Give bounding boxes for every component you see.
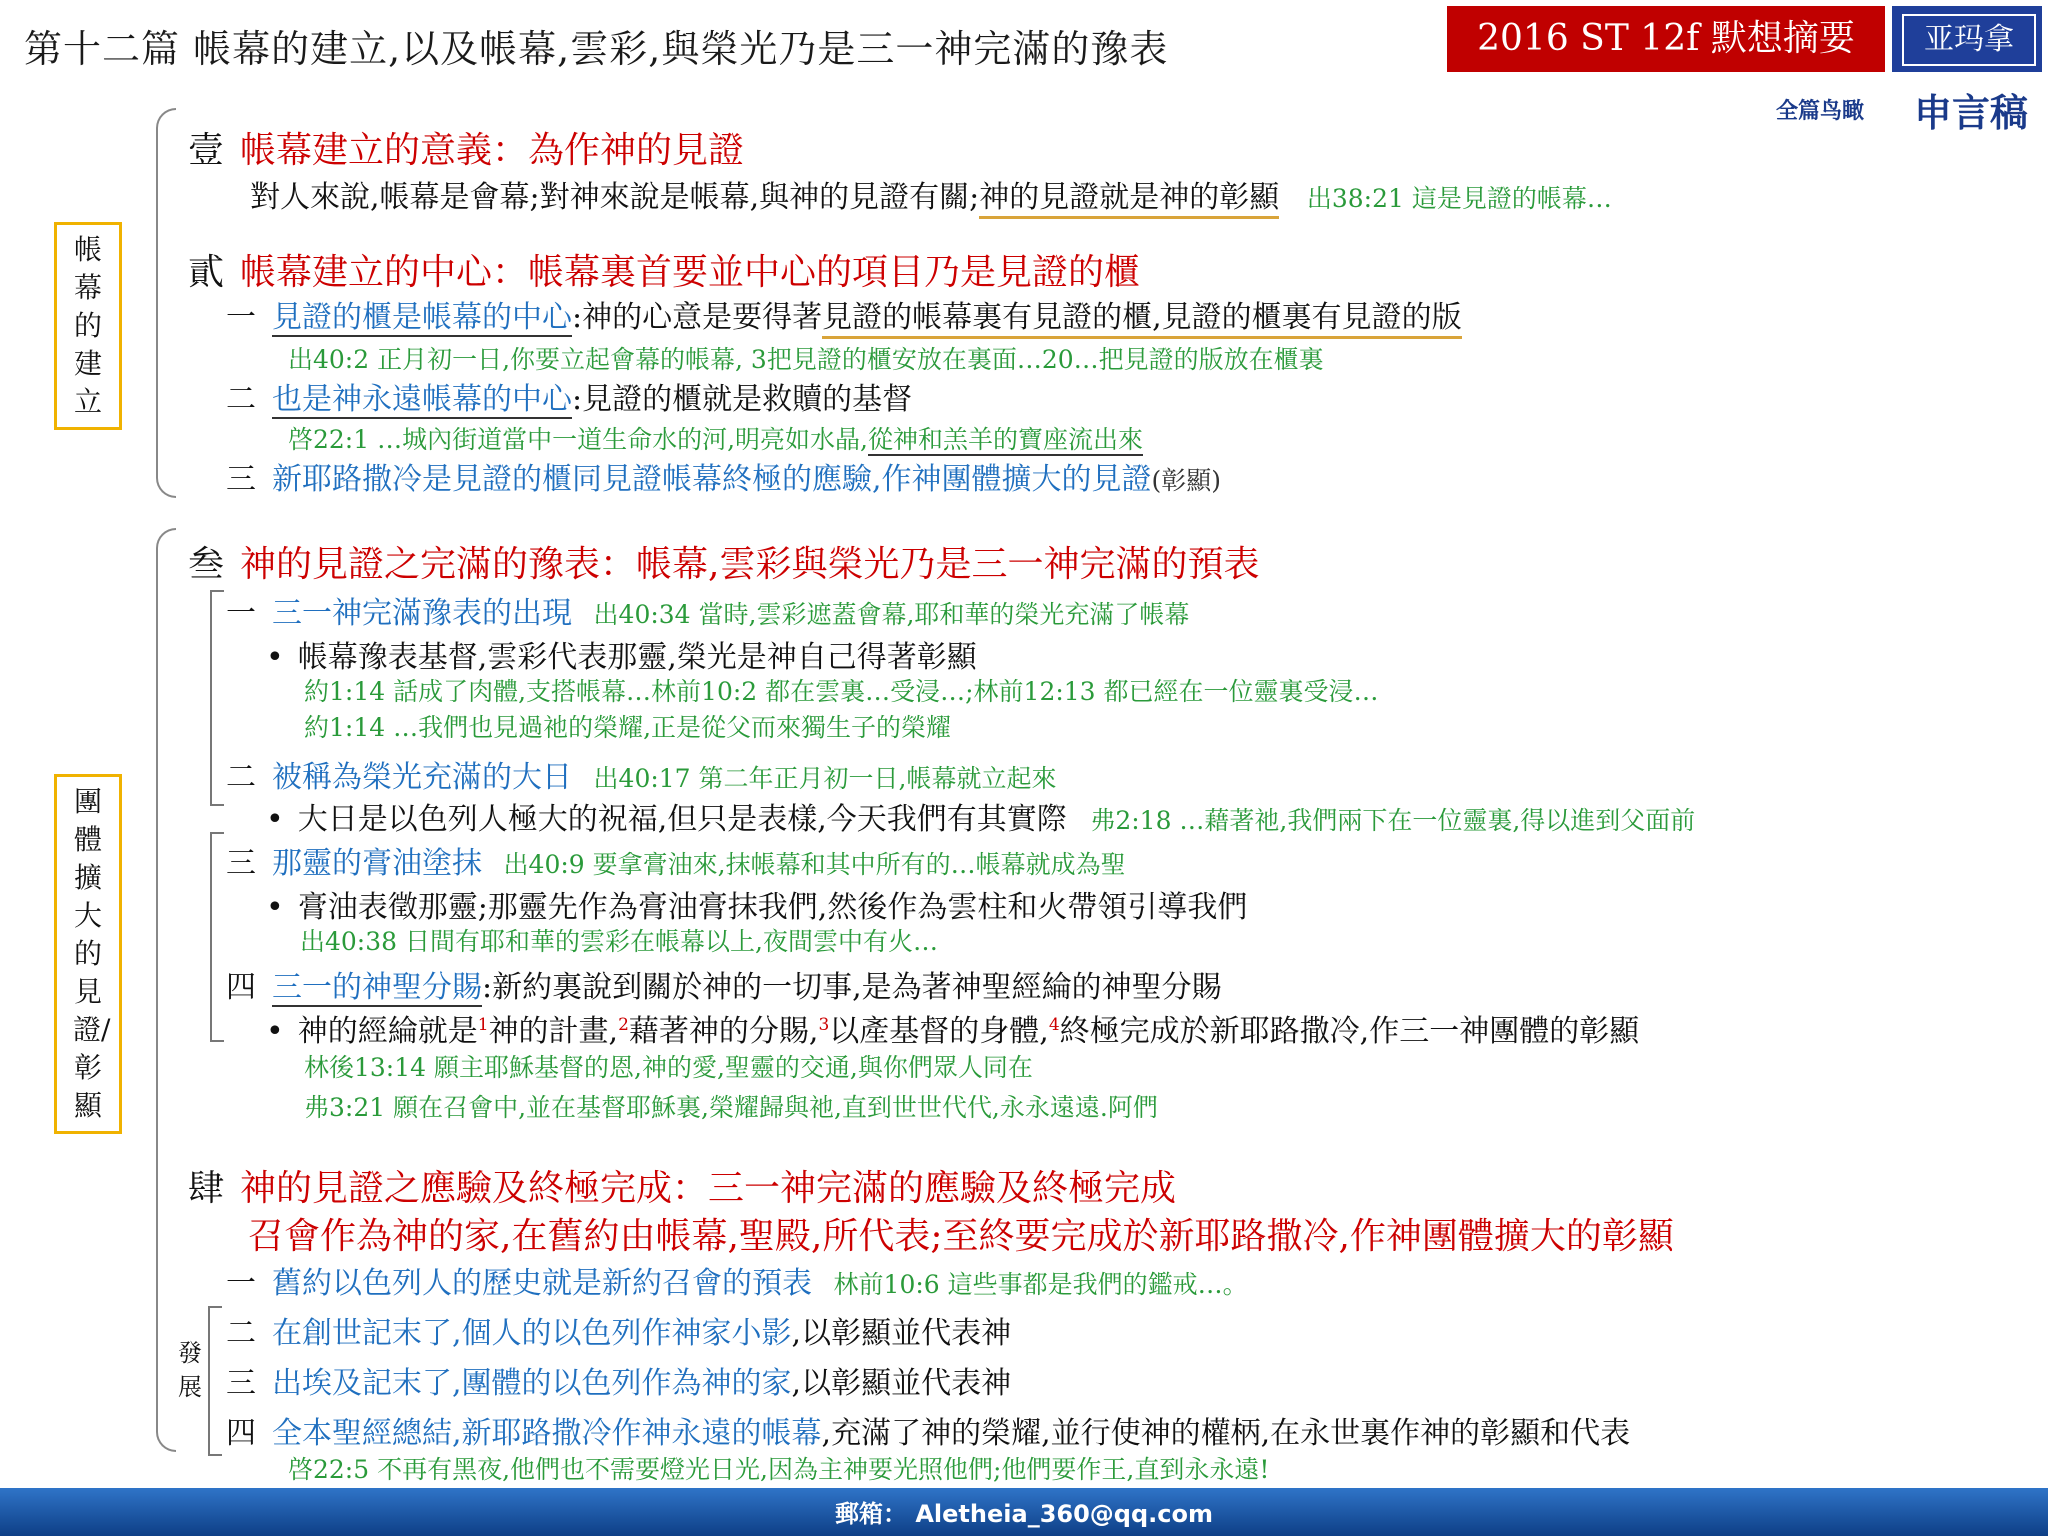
bullet-item xyxy=(266,794,1695,838)
body-text-highlight: 神的見證就是神的彰顯 xyxy=(979,180,1279,219)
bullet-text: 終極完成於新耶路撒冷,作三一神團體的彰顯 xyxy=(1059,1014,1640,1049)
verse-ref: 出38:21 這是見證的帳幕… xyxy=(1306,184,1612,213)
verse-ref: 出40:34 當時,雲彩遮蓋會幕,耶和華的榮光充滿了帳幕 xyxy=(593,600,1190,629)
verse-ref: 約1:14 …我們也見過祂的榮耀,正是從父而來獨生子的榮耀 xyxy=(304,713,952,742)
s3-item-4 xyxy=(226,962,1222,1006)
s4-item-1 xyxy=(226,1258,1248,1302)
section-1-line xyxy=(250,172,1612,216)
logo-badge xyxy=(1892,6,2042,72)
subitem-bracket xyxy=(208,1306,222,1456)
s3-item-2 xyxy=(226,752,1057,796)
sidebar-box-label: 帳幕的建立 xyxy=(73,233,102,418)
subitem-bracket xyxy=(210,832,224,1042)
verse-ref: 出40:38 日間有耶和華的雲彩在帳幕以上,夜間雲中有火… xyxy=(300,927,938,956)
author-name: 申言稿 xyxy=(1914,90,2029,135)
section-title: 神的見證之應驗及終極完成：三一神完滿的應驗及終極完成 xyxy=(240,1168,1177,1209)
item-title: 三一神完滿豫表的出現 xyxy=(272,596,572,631)
item-number: 二 xyxy=(226,1316,256,1351)
verse-text-underlined: 從神和羔羊的寶座流出來 xyxy=(867,425,1143,454)
verse-ref: 弗3:21 願在召會中,並在基督耶穌裏,榮耀歸與祂,直到世世代代,永永遠遠.阿們 xyxy=(304,1093,1158,1122)
item-number: 四 xyxy=(226,970,256,1005)
bullet-item xyxy=(266,632,977,676)
verse-ref: 林前10:6 這些事都是我們的鑑戒…。 xyxy=(833,1270,1248,1299)
item-title: 也是神永遠帳幕的中心 xyxy=(272,382,572,417)
bullet-icon: • xyxy=(266,890,284,925)
item-title: 新耶路撒冷是見證的櫃同見證帳幕終極的應驗,作神團體擴大的見證 xyxy=(272,462,1152,497)
bullet-item xyxy=(266,1006,1639,1050)
bullet-icon: • xyxy=(266,802,284,837)
verse-ref xyxy=(288,420,1143,456)
item-number: 二 xyxy=(226,760,256,795)
s2-item-3 xyxy=(226,454,1221,498)
s3-item-1 xyxy=(226,588,1189,632)
bullet-text: 大日是以色列人極大的祝福,但只是表樣,今天我們有其實際 xyxy=(297,802,1067,837)
s4-item-2 xyxy=(226,1308,1011,1352)
bullet-item xyxy=(266,882,1247,926)
sidebar-box-testimony xyxy=(54,774,122,1134)
sidebar-box-tabernacle xyxy=(54,222,122,430)
body-text: ,以彰顯並代表神 xyxy=(791,1366,1012,1401)
bullet-text: 神的計畫, xyxy=(488,1014,619,1049)
item-number: 三 xyxy=(226,462,256,497)
item-number: 一 xyxy=(226,300,256,335)
item-number: 三 xyxy=(226,846,256,881)
body-text: :神的心意是要得著 xyxy=(572,300,823,335)
body-text: :見證的櫃就是救贖的基督 xyxy=(572,382,913,417)
section-title: 神的見證之完滿的豫表：帳幕,雲彩與榮光乃是三一神完滿的預表 xyxy=(240,544,1260,585)
marker-number: 3 xyxy=(818,1015,830,1035)
item-number: 一 xyxy=(226,596,256,631)
section-4-heading xyxy=(188,1160,1176,1211)
item-title: 出埃及記末了,團體的以色列作為神的家 xyxy=(272,1366,792,1401)
section-number: 肆 xyxy=(188,1168,225,1209)
verse-text: 啓22:1 …城內街道當中一道生命水的河,明亮如水晶, xyxy=(288,425,868,454)
section-number: 叁 xyxy=(188,544,225,585)
logo-text: 亚玛拿 xyxy=(1902,14,2036,66)
item-number: 三 xyxy=(226,1366,256,1401)
author-label: 全篇鸟瞰 xyxy=(1776,99,1865,124)
s3-item-3 xyxy=(226,838,1126,882)
item-title: 舊約以色列人的歷史就是新約召會的預表 xyxy=(272,1266,812,1301)
section-title: 帳幕建立的中心：帳幕裏首要並中心的項目乃是見證的櫃 xyxy=(240,252,1141,293)
marker-number: 4 xyxy=(1048,1015,1060,1035)
s2-item-2 xyxy=(226,374,912,418)
sidebar-box-label: 團體擴大的見證/彰顯 xyxy=(73,785,111,1122)
footer-email: 郵箱： Aletheia_360@qq.com xyxy=(835,1500,1213,1528)
section-brace xyxy=(156,108,176,498)
develop-text: 發展 xyxy=(178,1339,202,1401)
section-brace xyxy=(156,528,176,1452)
section-2-heading xyxy=(188,244,1140,295)
develop-label xyxy=(176,1336,204,1404)
item-title: 在創世記末了,個人的以色列作神家小影 xyxy=(272,1316,792,1351)
s2-item-1 xyxy=(226,292,1462,336)
summary-badge: 2016 ST 12f 默想摘要 xyxy=(1447,6,1885,72)
item-number: 四 xyxy=(226,1416,256,1451)
marker-number: 1 xyxy=(477,1015,489,1035)
item-title: 見證的櫃是帳幕的中心 xyxy=(272,300,572,335)
verse-ref: 啓22:5 不再有黑夜,他們也不需要燈光日光,因為主神要光照他們;他們要作王,直到永永遠! xyxy=(288,1455,1270,1484)
bullet-text: 藉著神的分賜, xyxy=(628,1014,819,1049)
verse-ref: 約1:14 話成了肉體,支搭帳幕…林前10:2 都在雲裏…受浸…;林前12:13 都已經在一位靈裏受浸… xyxy=(304,677,1379,706)
item-title: 全本聖經總結,新耶路撒冷作神永遠的帳幕 xyxy=(272,1416,822,1451)
item-title: 那靈的膏油塗抹 xyxy=(272,846,482,881)
body-text: 對人來說,帳幕是會幕;對神來說是帳幕,與神的見證有關; xyxy=(250,180,980,215)
bullet-text: 以產基督的身體, xyxy=(829,1014,1049,1049)
page-title: 第十二篇 帳幕的建立,以及帳幕,雲彩,與榮光乃是三一神完滿的豫表 xyxy=(24,27,1169,71)
s4-item-3 xyxy=(226,1358,1011,1402)
item-number: 一 xyxy=(226,1266,256,1301)
bullet-icon: • xyxy=(266,1014,284,1049)
bullet-icon: • xyxy=(266,640,284,675)
section-3-heading xyxy=(188,536,1259,587)
section-title: 帳幕建立的意義：為作神的見證 xyxy=(240,130,745,171)
body-text: :新約裏說到關於神的一切事,是為著神聖經綸的神聖分賜 xyxy=(482,970,1222,1005)
marker-number: 2 xyxy=(618,1015,629,1035)
item-number: 二 xyxy=(226,382,256,417)
verse-ref: 出40:17 第二年正月初一日,帳幕就立起來 xyxy=(593,764,1057,793)
body-text: ,充滿了神的榮耀,並行使神的權柄,在永世裏作神的彰顯和代表 xyxy=(821,1416,1631,1451)
body-text: ,以彰顯並代表神 xyxy=(791,1316,1012,1351)
verse-ref: 出40:2 正月初一日,你要立起會幕的帳幕, 3把見證的櫃安放在裏面…20…把見證的版放在櫃裏 xyxy=(288,345,1324,374)
item-title: 被稱為榮光充滿的大日 xyxy=(272,760,572,795)
section-subtitle: 召會作為神的家,在舊約由帳幕,聖殿,所代表;至終要完成於新耶路撒冷,作神團體擴大的彰顯 xyxy=(248,1216,1674,1257)
item-title: 三一的神聖分賜 xyxy=(272,970,482,1005)
verse-ref: 出40:9 要拿膏油來,抹帳幕和其中所有的…帳幕就成為聖 xyxy=(503,850,1126,879)
item-note: (彰顯) xyxy=(1151,466,1222,495)
section-1-heading xyxy=(188,122,744,173)
section-number: 貳 xyxy=(188,252,225,293)
verse-ref: 林後13:14 願主耶穌基督的恩,神的愛,聖靈的交通,與你們眾人同在 xyxy=(304,1053,1033,1082)
subitem-bracket xyxy=(210,590,224,806)
bullet-text: 神的經綸就是 xyxy=(297,1014,478,1049)
section-number: 壹 xyxy=(188,130,225,171)
body-text-highlight: 見證的帳幕裏有見證的櫃,見證的櫃裏有見證的版 xyxy=(822,300,1462,339)
verse-ref: 弗2:18 …藉著祂,我們兩下在一位靈裏,得以進到父面前 xyxy=(1090,806,1696,835)
bullet-text: 膏油表徵那靈;那靈先作為膏油膏抹我們,然後作為雲柱和火帶領引導我們 xyxy=(297,890,1248,925)
bullet-text: 帳幕豫表基督,雲彩代表那靈,榮光是神自己得著彰顯 xyxy=(297,640,977,675)
s4-item-4 xyxy=(226,1408,1630,1452)
